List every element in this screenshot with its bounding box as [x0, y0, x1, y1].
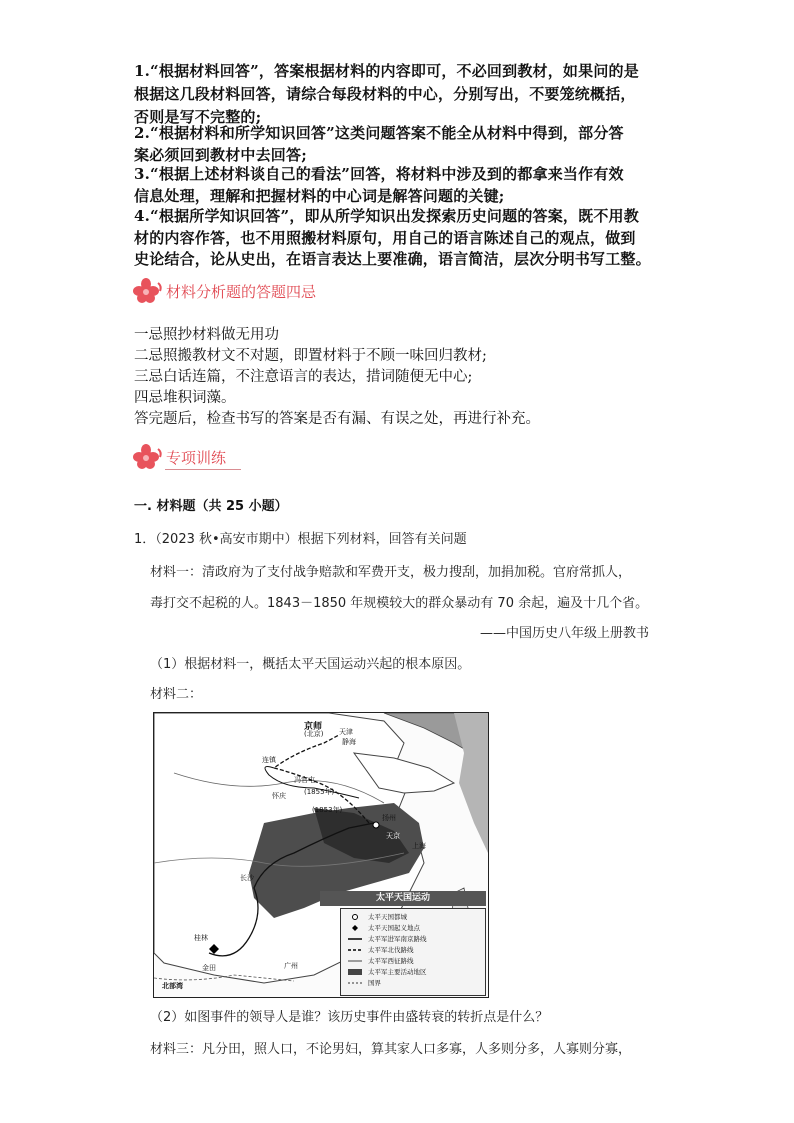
activity-area-icon — [348, 969, 362, 975]
map-label: (1855年) — [304, 788, 335, 796]
map-label: 桂林 — [194, 934, 208, 942]
material-text: 毒打交不起税的人。1843－1850 年规模较大的群众暴动有 70 余起，遍及十几个省。 — [150, 596, 649, 611]
map-label: 冯官屯 — [294, 776, 315, 784]
map-label: (北京) — [304, 730, 324, 738]
route-north-icon — [348, 947, 362, 953]
section-title: 材料分析题的答题四忌 — [166, 282, 317, 301]
rule-line: 信息处理，理解和把握材料的中心词是解答问题的关键; — [134, 187, 505, 205]
rule-line: 根据这几段材料回答，请综合每段材料的中心，分别写出，不要笼统概括， — [134, 85, 636, 103]
question-stem: 1．（2023 秋•高安市期中）根据下列材料，回答有关问题 — [134, 532, 467, 547]
map-label: 广州 — [284, 962, 298, 970]
flower-icon — [132, 443, 164, 471]
title-underline — [165, 469, 241, 470]
part-heading: 一. 材料题（共 25 小题） — [134, 499, 288, 514]
legend-item — [348, 912, 407, 921]
section-header-training — [132, 443, 226, 471]
legend-label: 太平天国都城 — [368, 913, 407, 921]
taboo-line: 四忌堆积词藻。 — [134, 390, 236, 406]
legend-label: 太平天国起义地点 — [368, 924, 420, 932]
section-header-taboos — [132, 277, 316, 305]
rule-line: 4.“根据所学知识回答”，即从所学知识出发探索历史问题的答案，既不用教 — [134, 207, 639, 225]
legend-item — [348, 978, 381, 987]
rule-line: 案必须回到教材中去回答; — [134, 146, 307, 164]
legend-item — [348, 934, 427, 943]
legend-title: 太平天国运动 — [320, 891, 486, 906]
material-label: 材料二： — [150, 687, 203, 702]
legend-item — [348, 967, 427, 976]
legend-item — [348, 945, 414, 954]
rule-line: 2.“根据材料和所学知识回答”这类问题答案不能全从材料中得到，部分答 — [134, 124, 624, 142]
legend-label: 太平军主要活动地区 — [368, 968, 427, 976]
taboo-line: 三忌白话连篇，不注意语言的表达，措词随便无中心; — [134, 369, 473, 385]
route-nanjing-icon — [348, 936, 362, 942]
taboo-line: 一忌照抄材料做无用功 — [134, 327, 279, 343]
map-label: 扬州 — [382, 814, 396, 822]
map-label: 北部湾 — [162, 982, 183, 990]
map-label: (1853年) — [312, 806, 343, 814]
rule-line: 3.“根据上述材料谈自己的看法”回答，将材料中涉及到的都拿来当作有效 — [134, 165, 624, 183]
taboo-line: 答完题后，检查书写的答案是否有漏、有误之处，再进行补充。 — [134, 411, 540, 427]
map-label: 怀庆 — [272, 792, 286, 800]
legend-item — [348, 923, 420, 932]
map-label: 上海 — [412, 842, 426, 850]
map-label: 金田 — [202, 964, 216, 972]
legend-label: 太平军西征路线 — [368, 957, 414, 965]
legend-label: 太平军北伐路线 — [368, 946, 414, 954]
taboo-line: 二忌照搬教材文不对题，即置材料于不顾一味回归教材; — [134, 348, 487, 364]
legend-label: 太平军进军南京路线 — [368, 935, 427, 943]
route-west-icon — [348, 958, 362, 964]
material-source: ——中国历史八年级上册教书 — [480, 626, 650, 641]
section-title: 专项训练 — [166, 448, 227, 467]
sub-question: （2）如图事件的领导人是谁？该历史事件由盛转衰的转折点是什么？ — [150, 1010, 549, 1025]
map-label: 天津 — [339, 728, 353, 736]
flower-icon — [132, 277, 164, 305]
border-symbol-icon — [348, 980, 362, 986]
capital-symbol-icon — [348, 914, 362, 920]
material-text: 材料三：凡分田，照人口，不论男妇，算其家人口多寡，人多则分多，人寡则分寡， — [150, 1042, 632, 1057]
rule-line: 否则是写不完整的; — [134, 108, 262, 126]
map-label: 长沙 — [240, 874, 254, 882]
rule-line: 材的内容作答，也不用照搬材料原句，用自己的语言陈述自己的观点，做到 — [134, 229, 636, 247]
legend-label: 国界 — [368, 979, 381, 987]
rule-line: 1.“根据材料回答”，答案根据材料的内容即可，不必回到教材，如果问的是 — [134, 62, 639, 80]
rule-line: 史论结合，论从史出，在语言表达上要准确，语言简洁，层次分明书写工整。 — [134, 250, 651, 268]
map-label: 天京 — [386, 832, 400, 840]
legend-item — [348, 956, 414, 965]
sub-question: （1）根据材料一，概括太平天国运动兴起的根本原因。 — [150, 657, 471, 672]
map-label: 京师 — [304, 722, 323, 732]
map-label: 连镇 — [262, 756, 276, 764]
uprising-symbol-icon — [348, 925, 362, 931]
material-text: 材料一：清政府为了支付战争赔款和军费开支，极力搜刮，加捐加税。官府常抓人， — [150, 565, 632, 580]
map-label: 静海 — [342, 738, 356, 746]
